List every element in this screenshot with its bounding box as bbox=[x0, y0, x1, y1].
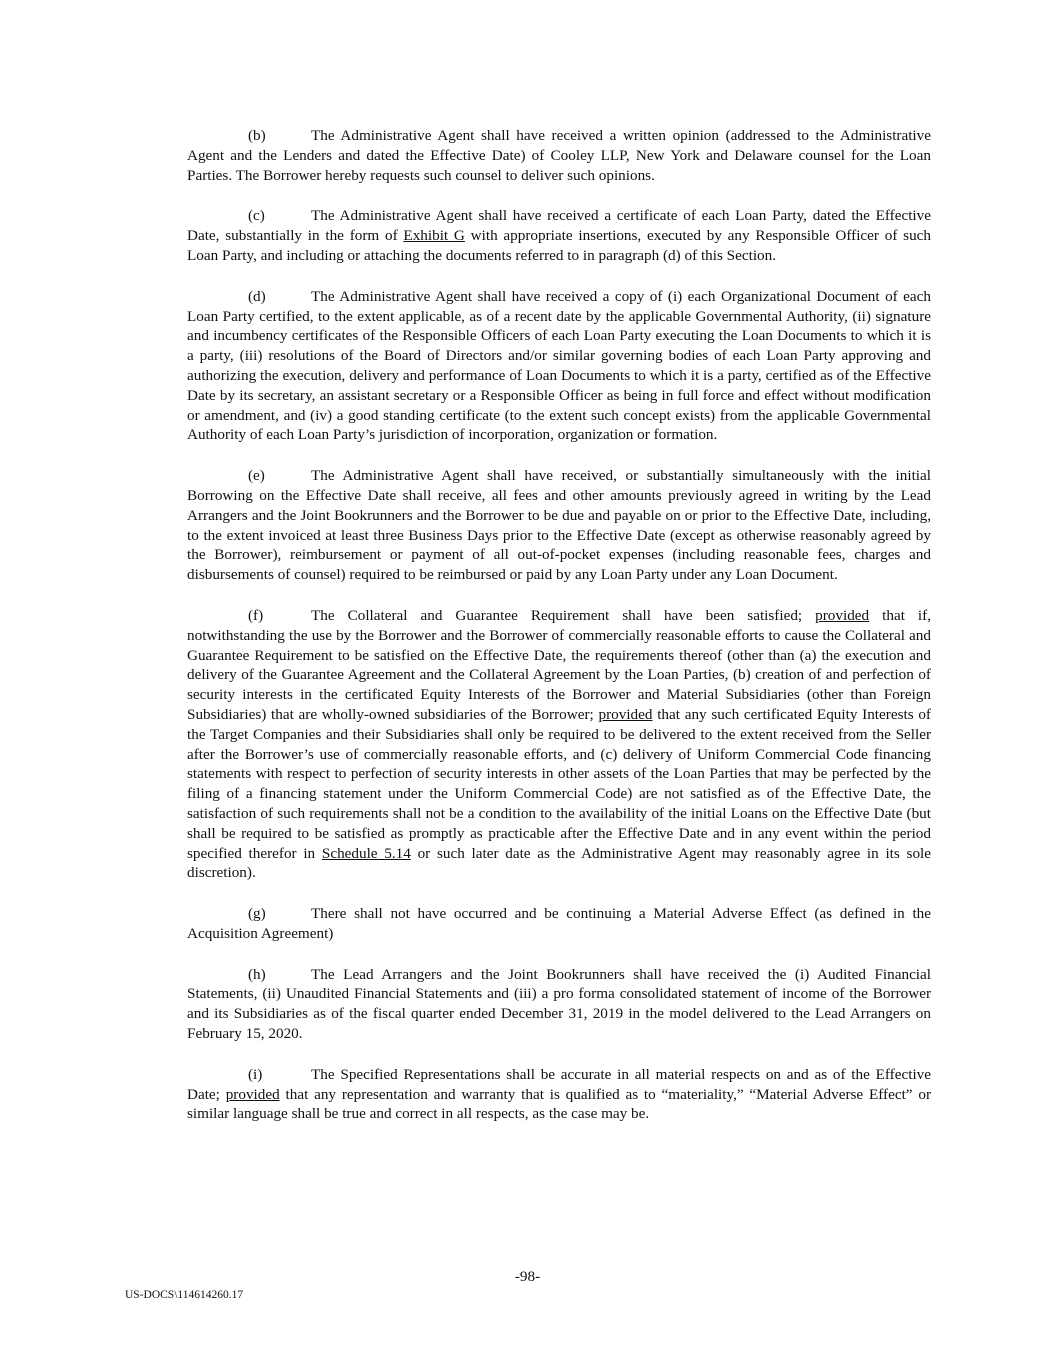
paragraph-e bbox=[187, 466, 931, 585]
provided-term: provided bbox=[225, 1085, 280, 1103]
paragraph-f bbox=[187, 606, 931, 883]
paragraph-text: The Collateral and Guarantee Requirement shall have been satisfied; bbox=[311, 606, 816, 624]
page-number: -98- bbox=[514, 1268, 541, 1285]
paragraph-label: (g) bbox=[248, 905, 266, 923]
provided-term: provided bbox=[815, 606, 870, 624]
provided-term: provided bbox=[598, 705, 653, 723]
paragraph-d bbox=[187, 287, 931, 445]
document-id: US-DOCS\114614260.17 bbox=[125, 1289, 244, 1301]
paragraph-text: There shall not have occurred and be continuing a Material Adverse Effect (as defined in the Acquisition Agreement) bbox=[187, 905, 931, 942]
exhibit-g-reference: Exhibit G bbox=[403, 227, 465, 245]
paragraph-text: with appropriate insertions, executed by any Responsible Officer of such Loan Party, and including or attaching the documents referred to in paragraph (d) of this Section. bbox=[187, 227, 931, 264]
paragraph-text: The Administrative Agent shall have received a copy of (i) each Organizational Document of each Loan Party certified, to the extent applicable, as of a recent date by the applicable Governmental Authority, (ii) signature and incumbency certificates of the Responsible Officers of each Loan Party executing the Loan Documents to which it is a party, (iii) resolutions of the Board of Directors and/or similar governing bodies of each Loan Party approving and authorizing the execution, delivery and performance of Loan Documents to which it is a party, certified as of the Effective Date by its secretary, an assistant secretary or a Responsible Officer as being in full force and effect without modification or amendment, and (iv) a good standing certificate (to the extent such concept exists) from the applicable Governmental Authority of each Loan Party’s jurisdiction of incorporation, organization or formation. bbox=[187, 287, 931, 444]
paragraph-g bbox=[187, 904, 931, 944]
paragraph-text: The Administrative Agent shall have received, or substantially simultaneously with the initial Borrowing on the Effective Date shall receive, all fees and other amounts previously agreed in writing by the Lead Arrangers and the Joint Bookrunners and the Borrower to be due and payable on or prior to the Effective Date, including, to the extent invoiced at least three Business Days prior to the Effective Date (except as otherwise reasonably agreed by the Borrower), reimbursement or payment of all out-of-pocket expenses (including reasonable fees, charges and disbursements of counsel) required to be reimbursed or paid by any Loan Party under any Loan Document. bbox=[187, 467, 931, 584]
paragraph-b bbox=[187, 126, 931, 185]
paragraph-text: The Specified Representations shall be accurate in all material respects on and as of the Effective Date; bbox=[187, 1065, 931, 1103]
paragraph-text: that any representation and warranty that is qualified as to “materiality,” “Material Adverse Effect” or similar language shall be true and correct in all respects, as the case may be. bbox=[187, 1085, 932, 1123]
paragraph-label: (f) bbox=[248, 606, 264, 624]
paragraph-h bbox=[187, 965, 931, 1044]
paragraph-label: (d) bbox=[248, 287, 266, 305]
paragraph-text: that any such certificated Equity Interests of the Target Companies and their Subsidiaries shall only be required to be delivered to the extent received from the Seller after the Borrower’s use of commercially reasonable efforts, and (c) delivery of Uniform Commercial Code financing statements with respect to perfection of security interests in other assets of the Loan Parties that may be perfected by the filing of a financing statement under the Uniform Commercial Code) are not satisfied as of the Effective Date, the satisfaction of such requirements shall not be a condition to the availability of the initial Loans on the Effective Date (but shall be required to be satisfied as promptly as practicable after the Effective Date and in any event within the period specified therefor in bbox=[187, 705, 931, 862]
paragraph-label: (e) bbox=[248, 467, 265, 485]
paragraph-label: (h) bbox=[248, 965, 266, 983]
paragraph-i bbox=[187, 1065, 931, 1124]
paragraph-text: The Administrative Agent shall have received a written opinion (addressed to the Administrative Agent and the Lenders and dated the Effective Date) of Cooley LLP, New York and Delaware counsel for the Loan Parties. The Borrower hereby requests such counsel to deliver such opinions. bbox=[187, 127, 931, 184]
paragraph-text: that if, notwithstanding the use by the Borrower and the Borrower of commercially reasonable efforts to cause the Collateral and Guarantee Requirement to be satisfied on the Effective Date, the requirements thereof (other than (a) the execution and delivery of the Guarantee Agreement and the Collateral Agreement by the Loan Parties, (b) creation of and perfection of security interests in the certificated Equity Interests of the Borrower and Material Subsidiaries (other than Foreign Subsidiaries) that are wholly-owned subsidiaries of the Borrower; bbox=[187, 606, 931, 723]
paragraph-label: (i) bbox=[248, 1065, 263, 1083]
paragraph-label: (c) bbox=[248, 207, 265, 225]
schedule-reference: Schedule 5.14 bbox=[321, 844, 411, 862]
paragraph-c bbox=[187, 206, 931, 265]
document-body bbox=[187, 126, 931, 1145]
paragraph-text: The Lead Arrangers and the Joint Bookrunners shall have received the (i) Audited Financial Statements, (ii) Unaudited Financial Statements and (iii) a pro forma consolidated statement of income of the Borrower and its Subsidiaries as of the fiscal quarter ended December 31, 2019 in the model delivered to the Lead Arrangers on February 15, 2020. bbox=[187, 965, 931, 1043]
paragraph-text: or such later date as the Administrative Agent may reasonably agree in its sole discretion). bbox=[187, 844, 931, 882]
paragraph-text: The Administrative Agent shall have received a certificate of each Loan Party, dated the Effective Date, substantially in the form of bbox=[187, 207, 931, 245]
paragraph-label: (b) bbox=[248, 127, 266, 144]
